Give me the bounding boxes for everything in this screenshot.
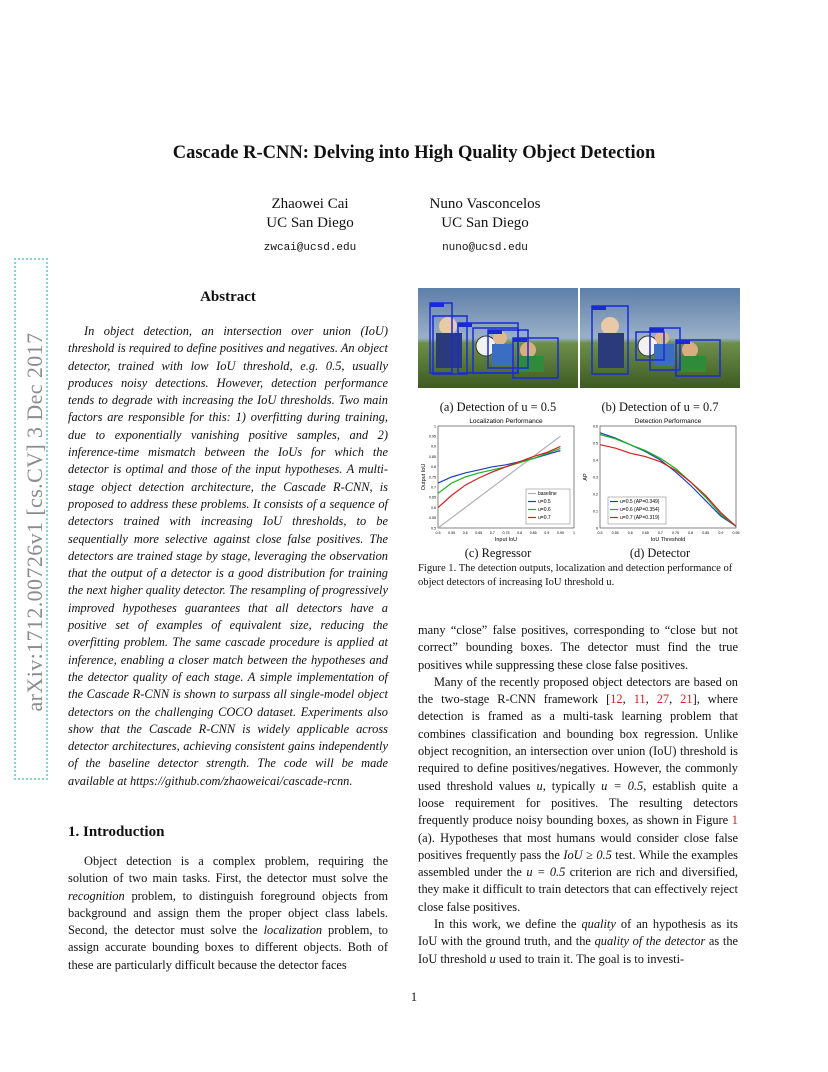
intro-paragraph: Object detection is a complex problem, requiring the solution of two main tasks. First, the detector must solve the recognition problem, to distinguish foreground objects from background and assign them the proper object class labels. Second, the detector must solve the localization problem, to assign accurate bounding boxes to different objects. Both of these are particularly difficult because the detector faces — [68, 854, 388, 972]
x-tick-label: 0.75 — [672, 531, 680, 535]
subcaption-b: (b) Detection of u = 0.7 — [601, 400, 719, 414]
citation-link[interactable]: 12 — [610, 692, 623, 707]
arxiv-stamp-text: arXiv:1712.00726v1 [cs.CV] 3 Dec 2017 — [22, 332, 47, 712]
x-tick-label: 0.65 — [475, 531, 483, 535]
abstract-heading: Abstract — [200, 289, 256, 305]
x-tick-label: 0.6 — [462, 531, 468, 535]
intro-heading: 1. Introduction — [68, 824, 165, 840]
y-tick-label: 0.75 — [429, 475, 436, 480]
y-tick-label: 0.9 — [431, 444, 436, 449]
y-axis-label: AP — [583, 473, 589, 481]
detection-photo-a — [418, 288, 578, 388]
detection-chart — [580, 416, 740, 546]
x-axis-label: Input IoU — [494, 537, 518, 543]
x-tick-label: 0.8 — [517, 531, 523, 535]
y-tick-label: 0.85 — [429, 454, 436, 459]
author-email[interactable]: nuno@ucsd.edu — [442, 242, 528, 254]
citation-link[interactable]: 21 — [680, 692, 693, 707]
x-tick-label: 0.95 — [732, 531, 740, 535]
y-tick-label: 0.4 — [593, 458, 598, 463]
x-tick-label: 0.7 — [657, 531, 663, 535]
subcaption-d: (d) Detector — [629, 546, 691, 560]
x-tick-label: 0.65 — [641, 531, 649, 535]
y-tick-label: 0.7 — [431, 485, 436, 490]
y-tick-label: 0.2 — [593, 492, 598, 497]
legend-label: u=0.7 (AP=0.319) — [620, 515, 660, 521]
author-affiliation: UC San Diego — [266, 215, 354, 231]
y-tick-label: 0.3 — [593, 475, 598, 480]
x-tick-label: 0.95 — [556, 531, 564, 535]
y-tick-label: 0.95 — [429, 434, 436, 439]
y-tick-label: 0.5 — [431, 526, 436, 531]
chart-title: Detection Performance — [634, 418, 702, 425]
y-tick-label: 0.65 — [429, 495, 436, 500]
subcaption-c: (c) Regressor — [464, 546, 532, 560]
legend-label: u=0.6 (AP=0.354) — [620, 507, 660, 513]
paper-title: Cascade R-CNN: Delving into High Quality Object Detection — [172, 143, 656, 163]
x-tick-label: 0.55 — [448, 531, 456, 535]
author-email[interactable]: zwcai@ucsd.edu — [263, 242, 357, 254]
author-name: Zhaowei Cai — [271, 196, 349, 212]
chart-title: Localization Performance — [469, 418, 543, 425]
author-block-2 — [400, 195, 570, 258]
author-block-1 — [235, 195, 385, 258]
x-tick-label: 0.9 — [544, 531, 550, 535]
y-tick-label: 0.5 — [593, 441, 598, 446]
x-tick-label: 0.5 — [597, 531, 603, 535]
author-name: Nuno Vasconcelos — [429, 196, 541, 212]
arxiv-stamp — [22, 260, 48, 780]
x-axis-label: IoU Threshold — [650, 537, 686, 543]
subcaption-a: (a) Detection of u = 0.5 — [439, 400, 557, 414]
x-tick-label: 0.9 — [718, 531, 724, 535]
x-tick-label: 0.85 — [529, 531, 537, 535]
citation-link[interactable]: 27 — [656, 692, 670, 707]
localization-chart — [418, 416, 578, 546]
y-tick-label: 0 — [596, 526, 598, 531]
figure-link[interactable]: 1 — [731, 813, 738, 828]
x-tick-label: 0.55 — [611, 531, 619, 535]
abstract-text: In object detection, an intersection over union (IoU) threshold is required to define positives and negatives. An object detector, trained with low IoU threshold, e.g. 0.5, usually produces noisy detections. However, detection performance tends to degrade with increasing the IoU thresholds. Two main factors are responsible for this: 1) overfitting during training, due to exponentially vanishing positive samples, and 2) inference-time mismatch between the IoUs for which the detector is optimal and those of the input hypotheses. A multi-stage object detection architecture, the Cascade R-CNN, is proposed to address these problems. It consists of a sequence of detectors trained with increasing IoU thresholds, to be sequentially more selective against close false positives. The detectors are trained stage by stage, leveraging the observation that the output of a detector is a good distribution for training the next higher quality detector. The resampling of progressively improved hypotheses guarantees that all detectors have a positive set of examples of equivalent size, reducing the overfitting problem. The same cascade procedure is applied at inference, enabling a closer match between the hypotheses and the detector quality of each stage. A simple implementation of the Cascade R-CNN is shown to surpass all single-model object detectors on the challenging COCO dataset. Experiments also show that the Cascade R-CNN is widely applicable across detector architectures, achieving consistent gains independently of the baseline detector strength. The code will be made available at https://github.com/zhaoweicai/cascade-rcnn. — [68, 324, 388, 788]
y-axis-label: Output IoU — [421, 463, 427, 491]
page-number: 1 — [410, 990, 418, 1004]
legend-label: u=0.5 — [538, 499, 551, 505]
x-tick-label: 0.5 — [435, 531, 441, 535]
x-tick-label: 0.7 — [489, 531, 495, 535]
x-tick-label: 0.8 — [688, 531, 694, 535]
legend-label: u=0.7 — [538, 515, 551, 521]
x-tick-label: 0.6 — [627, 531, 633, 535]
x-tick-label: 0.75 — [502, 531, 510, 535]
y-tick-label: 0.6 — [431, 505, 436, 510]
y-tick-label: 0.6 — [593, 424, 598, 429]
emphasis: recognition — [68, 888, 125, 903]
legend-label: u=0.5 (AP=0.349) — [620, 499, 660, 505]
y-tick-label: 0.55 — [429, 516, 436, 521]
author-affiliation: UC San Diego — [441, 215, 529, 231]
emphasis: localization — [263, 923, 323, 938]
paragraph: many “close” false positives, corresponding to “close but not correct” bounding boxes. The detector must find the true positives while suppressing these close false positives. — [418, 623, 738, 672]
paragraph: In this work, we define the quality of an hypothesis as its IoU with the ground truth, and the quality of the detector as the IoU threshold u used to train it. The goal is to investi- — [418, 917, 739, 966]
y-tick-label: 0.8 — [431, 465, 436, 470]
paragraph: Many of the recently proposed object detectors are based on the two-stage R-CNN framework [12, 11, 27, 21], where detection is framed as a multi-task learning problem that combines classification and bounding box regression. Unlike object recognition, an intersection over union (IoU) threshold is required to define positives/negatives. However, the commonly used threshold values u, typically u = 0.5, establish quite a loose requirement for positives. The resulting detectors frequently produce noisy bounding boxes, as shown in Figure 1 (a). Hypotheses that most humans would consider close false positives frequently pass the IoU ≥ 0.5 test. While the examples assembled under the u = 0.5 criterion are rich and diversified, they make it difficult to train detectors that can effectively reject close false positives. — [418, 674, 739, 914]
figure-caption: Figure 1. The detection outputs, localization and detection performance of object detectors of increasing IoU threshold u. — [418, 563, 733, 588]
x-tick-label: 0.85 — [702, 531, 710, 535]
figure-1 — [418, 288, 740, 588]
y-tick-label: 1 — [434, 424, 436, 429]
y-tick-label: 0.1 — [593, 509, 598, 514]
citation-link[interactable]: 11 — [633, 692, 646, 707]
legend-label: u=0.6 — [538, 507, 551, 513]
x-tick-label: 1 — [573, 531, 575, 535]
detection-photo-b — [580, 288, 740, 388]
legend-label: baseline — [538, 491, 557, 497]
right-column-text — [418, 622, 738, 968]
